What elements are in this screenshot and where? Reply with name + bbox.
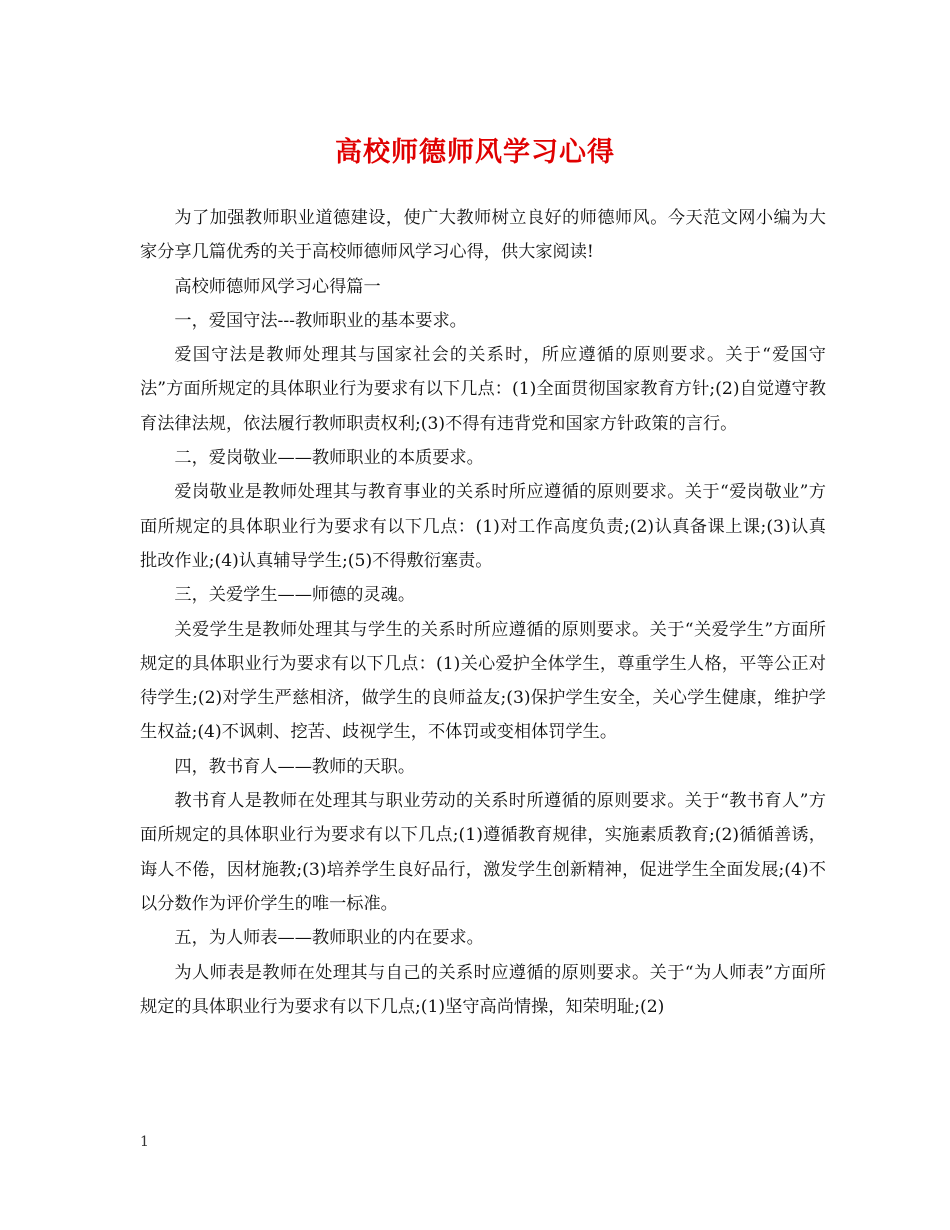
- paragraph-teaching: 教书育人是教师在处理其与职业劳动的关系时所遵循的原则要求。关于“教书育人”方面所规定的具体职业行为要求有以下几点;(1)遵循教育规律，实施素质教育;(2)循循善诱，诲人不倦，因材施教;(3)培养学生良好品行，激发学生创新精神，促进学生全面发展;(4)不以分数作为评价学生的唯一标准。: [140, 791, 826, 914]
- document-title: 高校师德师风学习心得: [335, 137, 615, 168]
- heading-teaching: 四，教书育人——教师的天职。: [174, 756, 416, 777]
- paragraph-role-model: 为人师表是教师在处理其与自己的关系时应遵循的原则要求。关于“为人师表”方面所规定的具体职业行为要求有以下几点;(1)坚守高尚情操，知荣明耻;(2): [140, 962, 826, 1017]
- document-body: [140, 201, 826, 1024]
- heading-patriotism: 一，爱国守法---教师职业的基本要求。: [174, 310, 467, 331]
- paragraph-dedication: 爱岗敬业是教师处理其与教育事业的关系时所应遵循的原则要求。关于“爱岗敬业”方面所规定的具体职业行为要求有以下几点：(1)对工作高度负责;(2)认真备课上课;(3)认真批改作业;(4)认真辅导学生;(5)不得敷衍塞责。: [140, 482, 826, 571]
- page-number: 1: [140, 1134, 149, 1150]
- section-heading-part-one: 高校师德师风学习心得篇一: [174, 276, 381, 297]
- heading-role-model: 五，为人师表——教师职业的内在要求。: [174, 928, 484, 949]
- paragraph-patriotism: 爱国守法是教师处理其与国家社会的关系时，所应遵循的原则要求。关于“爱国守法”方面所规定的具体职业行为要求有以下几点：(1)全面贯彻国家教育方针;(2)自觉遵守教育法律法规，依法履行教师职责权利;(3)不得有违背党和国家方针政策的言行。: [140, 345, 826, 434]
- paragraph-intro: 为了加强教师职业道德建设，使广大教师树立良好的师德师风。今天范文网小编为大家分享几篇优秀的关于高校师德师风学习心得，供大家阅读!: [140, 208, 826, 263]
- heading-dedication: 二，爱岗敬业——教师职业的本质要求。: [174, 448, 484, 469]
- paragraph-care-students: 关爱学生是教师处理其与学生的关系时所应遵循的原则要求。关于“关爱学生”方面所规定的具体职业行为要求有以下几点：(1)关心爱护全体学生，尊重学生人格，平等公正对待学生;(2)对学生严慈相济，做学生的良师益友;(3)保护学生安全，关心学生健康，维护学生权益;(4)不讽刺、挖苦、歧视学生，不体罚或变相体罚学生。: [140, 619, 826, 743]
- heading-care-students: 三，关爱学生——师德的灵魂。: [174, 585, 416, 606]
